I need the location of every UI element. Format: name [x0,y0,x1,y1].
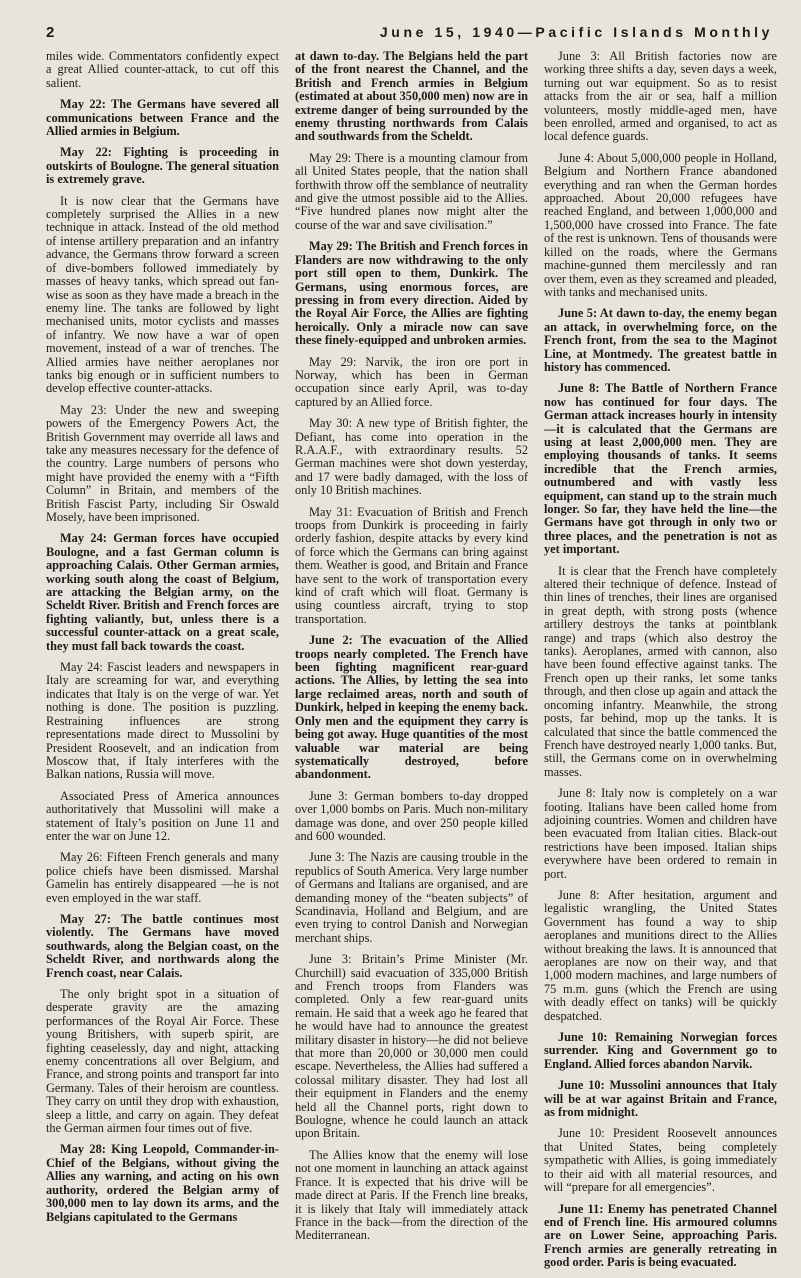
article-columns [46,50,777,1278]
news-paragraph [544,307,777,374]
news-paragraph [544,1203,777,1270]
news-paragraph [544,565,777,780]
news-paragraph [46,532,279,653]
news-paragraph [295,356,528,410]
paragraph-text: June 4: About 5,000,000 people in Holland, Belgium and Northern France abandoned everything and ran when the German hordes approached. About 20,000 refugees have reached England, and between 1,000,000 and 1,500,000 have crossed into France. The fate of the rest is unknown. Tens of thousands were killed on the roads, where the Germans machine-gunned them mercilessly and ran over them, even as they screamed and pleaded, with tanks and mechanised units. [544,150,777,299]
news-paragraph [46,146,279,186]
paragraph-text: May 24: Fascist leaders and newspapers in Italy are screaming for war, and everything indicates that Italy is on the verge of war. Yet nothing is done. The position is puzzling. Restraining influences are strong representations made direct to Mussolini by President Roosevelt, and an indication from Moscow that, if Italy interferes with the Balkan nations, Russia will move. [46,660,279,782]
news-paragraph [295,50,528,144]
paragraph-text: May 29: Narvik, the iron ore port in Norway, which has been in German occupation since early April, was to-day captured by an Allied force. [295,354,528,409]
column-middle [295,50,528,1278]
news-paragraph [46,790,279,844]
bold-headline-text: May 24: German forces have occupied Boulogne, and a fast German column is approaching Calais. Other German armies, working south along the coast of Belgium, are attacking the Belgian army, on the Scheldt River. British and French forces are fighting valiantly, but, unless there is a successful counter-attack on a great scale, they must fall back towards the coast. [46,531,279,653]
paragraph-text: May 31: Evacuation of British and French troops from Dunkirk is proceeding in fairly orderly fashion, despite attacks by every kind of force which the Germans can bring against them. Weather is good, and Britain and France have sent to the work of transportation every kind of craft which will float. Germany is using countless aircraft, trying to stop transportation. [295,504,528,626]
bold-headline-text: May 29: The British and French forces in Flanders are now withdrawing to the only port still open to them, Dunkirk. The Germans, using enormous forces, are pressing in from every direction. Aided by the Royal Air Force, the Allies are fighting heroically. Only a miracle now can save these finely-equipped and unbroken armies. [295,239,528,348]
news-paragraph [295,1149,528,1243]
news-paragraph [295,506,528,627]
running-head: June 15, 1940—Pacific Islands Monthly [379,24,773,40]
paragraph-text: June 10: President Roosevelt announces that United States, being completely sympathetic with Allies, is going immediately to their aid with all material resources, and will “prepare for all emergencies”. [544,1126,777,1195]
news-paragraph [46,988,279,1135]
news-paragraph [544,787,777,881]
paragraph-text: June 3: The Nazis are causing trouble in the republics of South America. Very large number of Germans and Italians are organised, and are demanding money of the “beaten subjects” of Scandinavia, Holland and Belgium, and are even trying to control Danish and Norwegian merchant ships. [295,850,528,945]
bold-headline-text: June 10: Remaining Norwegian forces surrender. King and Government go to England. Allied forces abandon Narvik. [544,1030,777,1071]
paragraph-text: June 8: Italy now is completely on a war footing. Italians have been called home from adjoining countries. Women and children have been evacuated from Italian cities. Black-out restrictions have been imposed. Italian ships everywhere have been ordered to remain in port. [544,786,777,881]
paragraph-text: Associated Press of America announces authoritatively that Mussolini will make a statement of Italy’s position on June 11 and enter the war on June 12. [46,788,279,843]
news-paragraph [544,1031,777,1071]
news-paragraph [544,1079,777,1119]
paragraph-text: May 26: Fifteen French generals and many police chiefs have been dismissed. Marshal Gamelin has entirely disappeared —he is not even employed in the war staff. [46,850,279,905]
news-paragraph [46,1143,279,1223]
news-paragraph [295,240,528,347]
bold-headline-text: June 2: The evacuation of the Allied troops nearly completed. The French have been fighting magnificent rear-guard actions. The Allies, by letting the sea into large reclaimed areas, north and south of Dunkirk, helped in keeping the enemy back. Only men and the equipment they carry is being got away. Huge quantities of the most valuable war material are being systematically destroyed, before abandonment. [295,633,528,782]
news-paragraph [46,404,279,525]
bold-headline-text: May 28: King Leopold, Commander-in-Chief of the Belgians, without giving the Allies any warning, and acting on his own authority, ordered the Belgian army of 300,000 men to lay down its arms, and the Belgians capitulated to the Germans [46,1142,279,1224]
news-paragraph [295,417,528,497]
news-paragraph [295,790,528,844]
bold-headline-text: May 27: The battle continues most violently. The Germans have moved southwards, along the Belgian coast, on the Scheldt River, and northwards along the French coast, near Calais. [46,911,279,980]
news-paragraph [544,382,777,556]
column-left [46,50,279,1278]
news-paragraph [295,851,528,945]
paragraph-text: May 29: There is a mounting clamour from all United States people, that the nation shall forthwith throw off the semblance of neutrality and give the utmost possible aid to the Allies. “Five hundred planes now might alter the course of the war and save civilisation.” [295,150,528,232]
news-paragraph [544,152,777,299]
page-number: 2 [46,24,55,41]
news-paragraph [295,634,528,781]
paragraph-text: June 3: German bombers to-day dropped over 1,000 bombs on Paris. Much non-military damage was done, and over 250 people killed and 600 wounded. [295,788,528,843]
paragraph-text: The Allies know that the enemy will lose not one moment in launching an attack against France. It is expected that his drive will be made direct at Paris. If the French line breaks, it is likely that Italy will immediately attack France in the back—from the direction of the Mediterranean. [295,1147,528,1243]
page-header [46,24,777,46]
news-paragraph [46,661,279,782]
bold-headline-text: June 5: At dawn to-day, the enemy began an attack, in overwhelming force, on the French front, from the sea to the Maginot Line, at Montmedy. The greatest battle in history has commenced. [544,306,777,374]
news-paragraph [544,1127,777,1194]
paragraph-text: June 8: After hesitation, argument and legalistic wrangling, the United States Government has found a way to ship aeroplanes and munitions direct to the Allies without breaking the laws. It is announced that aeroplanes are now on their way, and that 1,000 modern machines, and large numbers of 75 m.m. guns (which the French are using with deadly effect on tanks) will be quickly despatched. [544,887,777,1023]
paragraph-text: It is now clear that the Germans have completely surprised the Allies in a new technique in attack. Instead of the old method of intense artillery preparation and an infantry advance, the Germans throw forward a screen of dive-bombers followed immediately by masses of heavy tanks, which spread out fan-wise as soon as they have made a breach in the enemy line. The tanks are followed by light mechanised units, motor cyclists and masses of infantry. We now have a war of open movement, instead of a war of trenches. The Allied armies have neither aeroplanes nor tanks big enough or in sufficient numbers to develop effective counter-attacks. [46,193,279,396]
bold-headline-text: June 11: Enemy has penetrated Channel end of French line. His armoured columns are on Lower Seine, approaching Paris. French armies are generally retreating in good order. Paris is being evacuated. [544,1201,777,1270]
bold-headline-text: at dawn to-day. The Belgians held the part of the front nearest the Channel, and the British and French armies in Belgium (estimated at about 350,000 men) now are in extreme danger of being surrounded by the enemy thrusting northwards from Calais and southwards from the Scheldt. [295,49,528,144]
paragraph-text: miles wide. Commentators confidently expect a great Allied counter-attack, to cut off this salient. [46,49,279,90]
paragraph-text: June 3: All British factories now are working three shifts a day, seven days a week, turning out war equipment. So as to resist attacks from the air or sea, half a million volunteers, mostly middle-aged men, have been enrolled, armed and organised, to act as local defence guards. [544,49,777,144]
paragraph-text: May 30: A new type of British fighter, the Defiant, has come into operation in the R.A.A.F., with extraordinary results. 52 German machines were shot down yesterday, and 17 were badly damaged, with the loss of only 10 British machines. [295,416,528,498]
news-paragraph [46,913,279,980]
news-paragraph [544,889,777,1023]
paragraph-text: The only bright spot in a situation of desperate gravity are the amazing performances of the Royal Air Force. These young Britishers, with superb spirit, are fighting ceaselessly, day and night, attacking enemy concentrations all over Belgium, and France, and strong points and transport far into Germany. Tales of their heroism are countless. They carry on until they drop with exhaustion, sleep a little, and carry on again. They defeat the German airmen four times out of five. [46,987,279,1136]
bold-headline-text: May 22: Fighting is proceeding in outskirts of Boulogne. The general situation is extremely grave. [46,145,279,187]
paragraph-text: It is clear that the French have completely altered their technique of defence. Instead of thin lines of trenches, their lines are organised in great depth, with strong posts (whence artillery destroys the tanks at pointblank range) and traps (which also destroy the tanks). Aeroplanes, armed with cannon, also have been found effective against tanks. The French open up their ranks, let some tanks through, and then close up again and attack the oncoming infantry. Meanwhile, the strong posts, far behind, mop up the tanks. It is calculated that since the battle commenced the French have destroyed nearly 1,000 tanks. But, still, the Germans come on in overwhelming masses. [544,563,777,779]
paragraph-text: June 3: Britain’s Prime Minister (Mr. Churchill) said evacuation of 335,000 British and French troops from Flanders was completed. Only a few rear-guard units remain. He said that a week ago he feared that he would have had to announce the greatest military disaster in history—he did not believe that more than 20,000 or 30,000 men could escape. Nevertheless, the Allies had suffered a colossal military disaster. They had lost all their equipment in Flanders and the enemy held all the Channel ports, right down to Boulogne, whence he could launch an attack upon Britain. [295,952,528,1141]
news-paragraph [295,152,528,232]
column-right [544,50,777,1278]
news-paragraph [295,953,528,1141]
bold-headline-text: June 10: Mussolini announces that Italy will be at war against Britain and France, as from midnight. [544,1078,777,1120]
paragraph-text: May 23: Under the new and sweeping powers of the Emergency Powers Act, the British Government may override all laws and take any measures necessary for the defence of the country. Large numbers of persons who might have provided the enemy with a “Fifth Column” in Britain, and members of the British Fascist Party, including Sir Oswald Mosely, have been imprisoned. [46,402,279,524]
news-paragraph [46,195,279,396]
news-paragraph [46,98,279,138]
news-paragraph [544,50,777,144]
news-paragraph [46,50,279,90]
bold-headline-text: May 22: The Germans have severed all communications between France and the Allied armies in Belgium. [46,97,279,139]
news-paragraph [46,851,279,905]
bold-headline-text: June 8: The Battle of Northern France now has continued for four days. The German attack increases hourly in intensity—it is calculated that the Germans are using at least 2,000,000 men. They are employing thousands of tanks. It seems incredible that the French armies, outnumbered and with vastly less equipment, can stand up to the strain much longer. So far, they have held the line—the Germans have got through in only two or three places, and the penetration is not as yet important. [544,381,777,557]
